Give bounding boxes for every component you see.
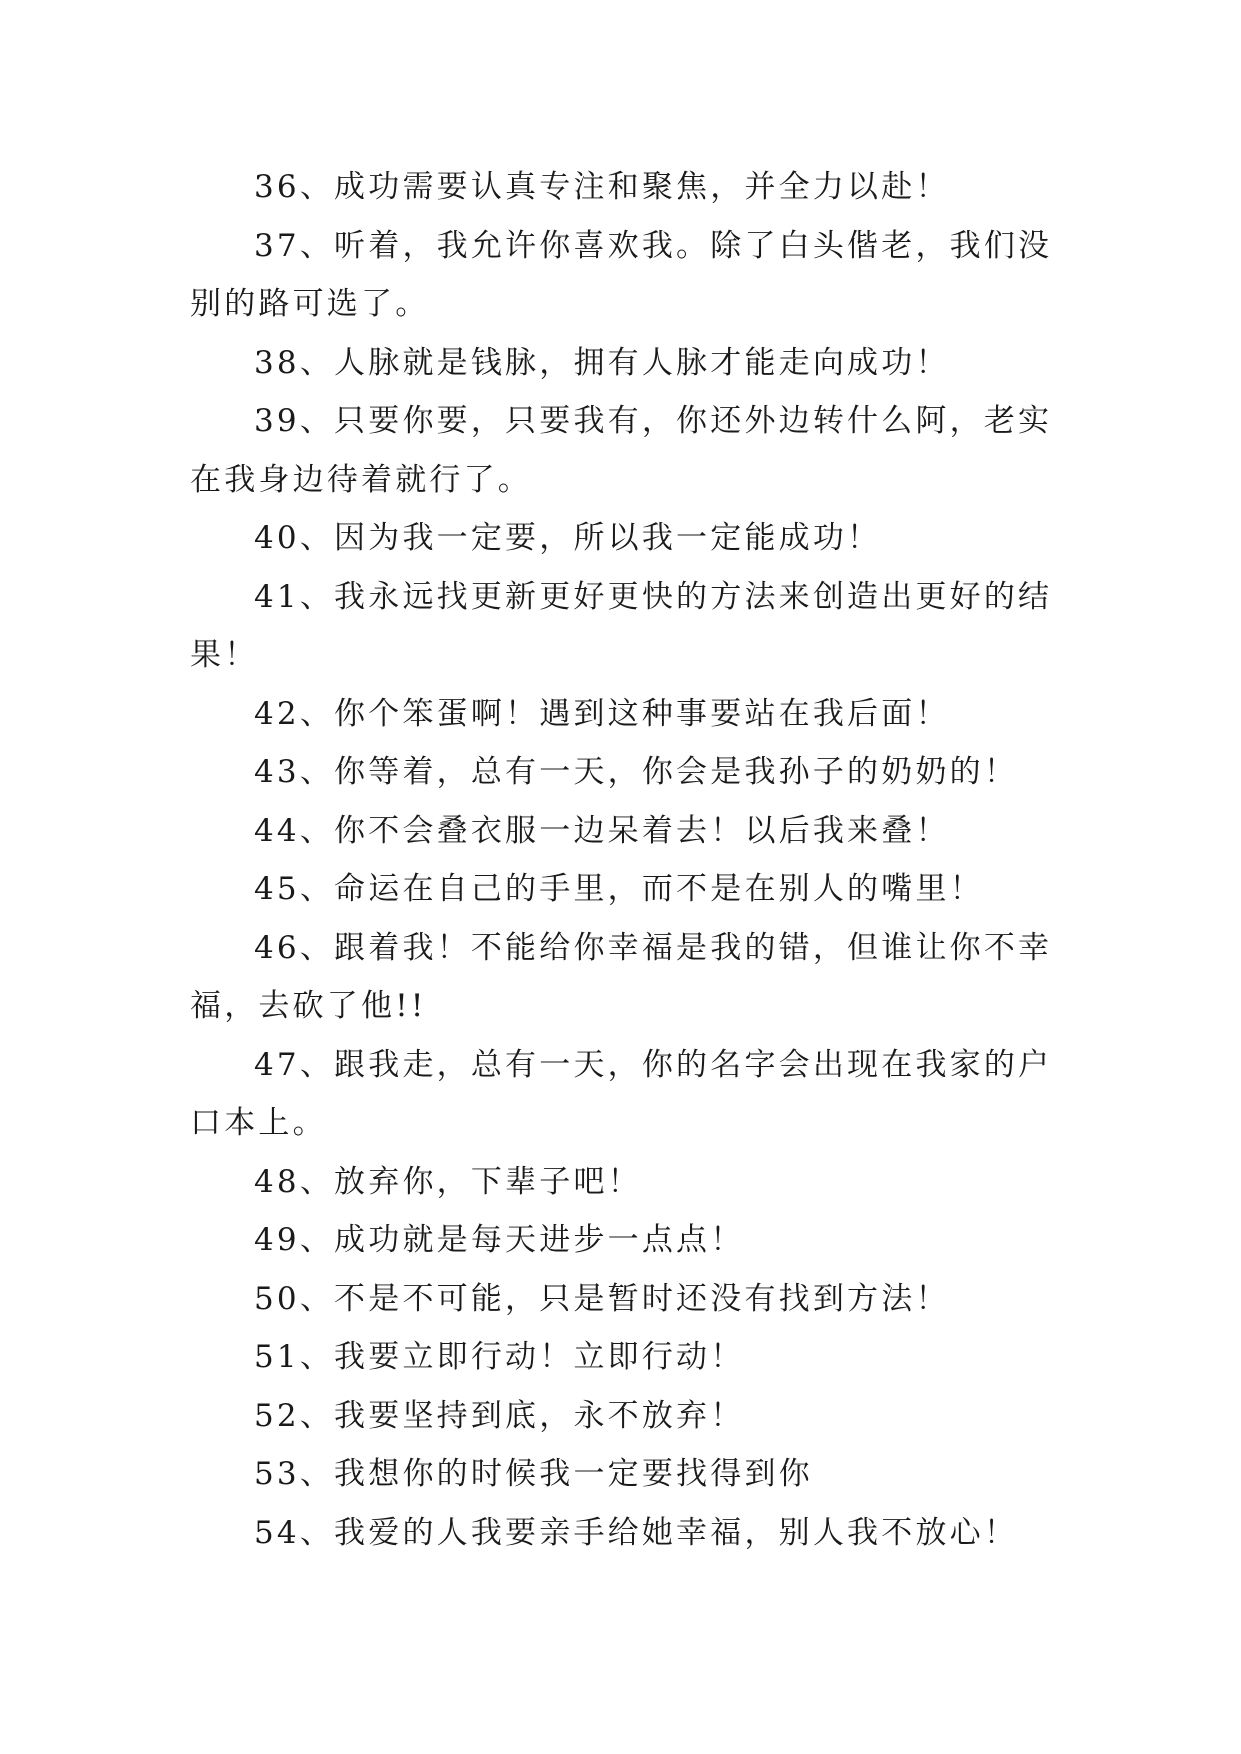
quote-paragraph-48: 48、放弃你，下辈子吧！ bbox=[254, 1163, 642, 1200]
quote-paragraph-54: 54、我爱的人我要亲手给她幸福，别人我不放心！ bbox=[254, 1514, 1019, 1551]
quote-paragraph-53: 53、我想你的时候我一定要找得到你 bbox=[254, 1456, 813, 1492]
quote-paragraph-47: 47、跟我走，总有一天，你的名字会出现在我家的户口本上。 bbox=[190, 1046, 1053, 1141]
quote-paragraph-41: 41、我永远找更新更好更快的方法来创造出更好的结果！ bbox=[190, 578, 1053, 673]
quote-paragraph-45: 45、命运在自己的手里，而不是在别人的嘴里！ bbox=[254, 871, 984, 907]
quote-paragraph-37: 37、听着，我允许你喜欢我。除了白头偕老，我们没别的路可选了。 bbox=[190, 227, 1053, 322]
quote-paragraph-46: 46、跟着我！不能给你幸福是我的错，但谁让你不幸福，去砍了他!! bbox=[190, 929, 1053, 1024]
document-body bbox=[190, 158, 1060, 1562]
quote-paragraph-40: 40、因为我一定要，所以我一定能成功！ bbox=[254, 520, 882, 556]
quote-paragraph-51: 51、我要立即行动！立即行动！ bbox=[254, 1339, 745, 1375]
quote-paragraph-36: 36、成功需要认真专注和聚焦，并全力以赴！ bbox=[254, 169, 950, 205]
quote-paragraph-39: 39、只要你要，只要我有，你还外边转什么阿，老实在我身边待着就行了。 bbox=[190, 403, 1053, 498]
quote-paragraph-52: 52、我要坚持到底，永不放弃！ bbox=[254, 1397, 745, 1434]
quote-paragraph-44: 44、你不会叠衣服一边呆着去！以后我来叠！ bbox=[254, 812, 950, 849]
quote-paragraph-43: 43、你等着，总有一天，你会是我孙子的奶奶的！ bbox=[254, 754, 1019, 790]
quote-paragraph-50: 50、不是不可能，只是暂时还没有找到方法！ bbox=[254, 1280, 950, 1317]
quote-paragraph-49: 49、成功就是每天进步一点点！ bbox=[254, 1222, 745, 1258]
quote-paragraph-42: 42、你个笨蛋啊！遇到这种事要站在我后面！ bbox=[254, 695, 950, 732]
quote-paragraph-38: 38、人脉就是钱脉，拥有人脉才能走向成功！ bbox=[254, 344, 950, 381]
